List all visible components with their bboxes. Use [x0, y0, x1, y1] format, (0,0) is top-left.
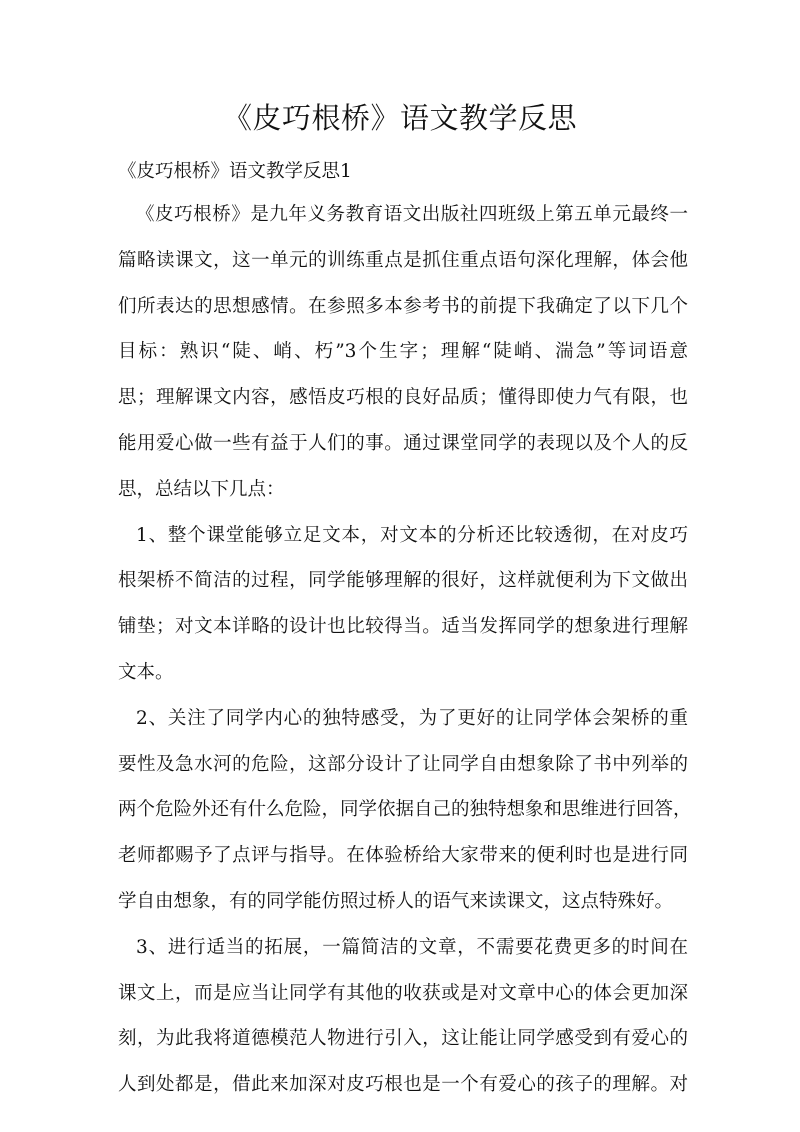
text-line: 3、进行适当的拓展，一篇简洁的文章，不需要花费更多的时间在 [136, 936, 688, 958]
text-line: 能用爱心做一些有益于人们的事。通过课堂同学的表现以及个人的反 [118, 432, 688, 454]
text-line: 们所表达的思想感情。在参照多本参考书的前提下我确定了以下几个 [118, 295, 688, 317]
text-line: 目标：熟识“陡、峭、朽”3个生字；理解“陡峭、湍急”等词语意 [118, 341, 688, 363]
text-line: 老师都赐予了点评与指导。在体验桥给大家带来的便利时也是进行同 [118, 845, 688, 867]
section-heading: 《皮巧根桥》语文教学反思1 [118, 161, 352, 182]
text-line: 思；理解课文内容，感悟皮巧根的良好品质；懂得即使力气有限，也 [118, 387, 688, 409]
text-line: 人到处都是，借此来加深对皮巧根也是一个有爱心的孩子的理解。对 [118, 1074, 688, 1096]
text-line: 刻，为此我将道德模范人物进行引入，这让能让同学感受到有爱心的 [118, 1028, 688, 1050]
text-line: 根架桥不简洁的过程，同学能够理解的很好，这样就便利为下文做出 [118, 570, 688, 592]
text-line: 《皮巧根桥》是九年义务教育语文出版社四班级上第五单元最终一 [136, 204, 688, 225]
text-line: 篇略读课文，这一单元的训练重点是抓住重点语句深化理解，体会他 [118, 249, 688, 271]
document-title: 《皮巧根桥》语文教学反思 [222, 101, 577, 135]
text-line: 2、关注了同学内心的独特感受，为了更好的让同学体会架桥的重 [136, 707, 688, 729]
body-text [118, 200, 692, 1116]
text-line: 文本。 [118, 661, 174, 683]
text-line: 要性及急水河的危险，这部分设计了让同学自由想象除了书中列举的 [118, 753, 688, 775]
text-line: 两个危险外还有什么危险，同学依据自己的独特想象和思维进行回答， [118, 799, 692, 821]
text-line: 1、整个课堂能够立足文本，对文本的分析还比较透彻，在对皮巧 [136, 524, 688, 546]
text-line: 学自由想象，有的同学能仿照过桥人的语气来读课文，这点特殊好。 [118, 890, 674, 912]
text-line: 课文上，而是应当让同学有其他的收获或是对文章中心的体会更加深 [118, 982, 688, 1004]
text-line: 铺垫；对文本详略的设计也比较得当。适当发挥同学的想象进行理解 [118, 616, 688, 638]
text-line: 思，总结以下几点： [118, 478, 285, 500]
